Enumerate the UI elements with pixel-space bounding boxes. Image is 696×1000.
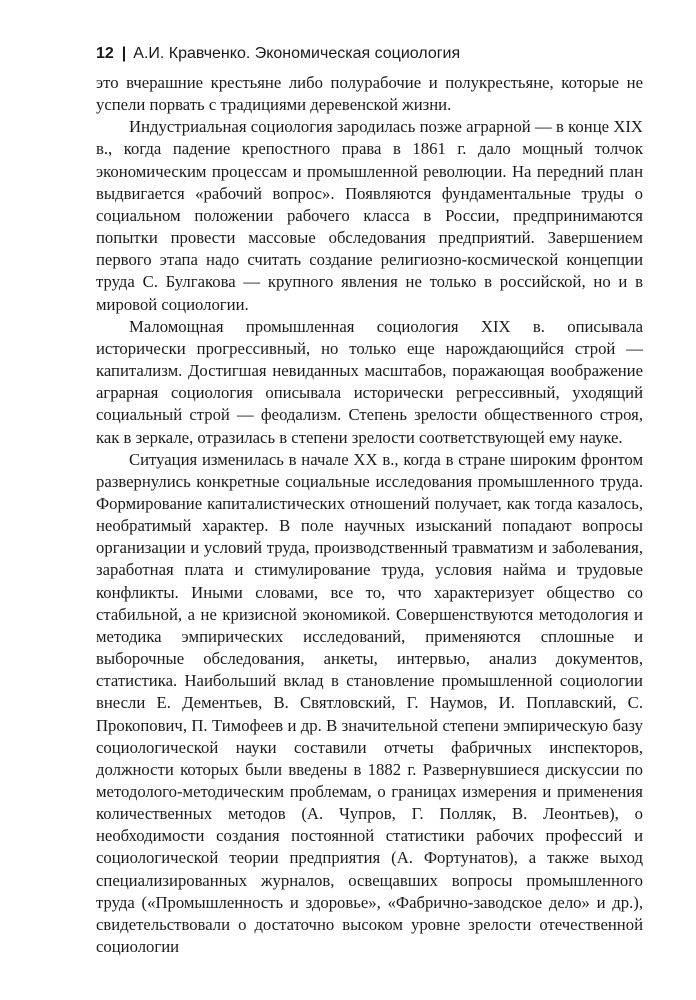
paragraph-industrial-sociology: Индустриальная социология зародилась позже аграрной — в конце XIX в., когда падение крепостного права в 1861 г. дало мощный толчок экономическим процессам и промышленной революции. На передний план выдвигается «рабочий вопрос». Появляются фундаментальные труды о социальном положении рабочего класса в России, предпринимаются попытки провести массовые обследования предприятий. Завершением первого этапа надо считать создание религиозно-космической концепции труда С. Булгакова — крупного явления не только в российской, но и в мировой социологии.	[96, 117, 643, 314]
header-separator: |	[121, 45, 127, 62]
page-number: 12	[96, 45, 114, 62]
paragraph-early-xx-century: Ситуация изменилась в начале XX в., когда в стране широким фронтом развернулись конкретные социальные исследования промышленного труда. Формирование капиталистических отношений получает, как тогда казалось, необратимый характер. В поле научных изысканий попадают вопросы организации и условий труда, производственный травматизм и заболевания, заработная плата и стимулирование труда, условия найма и трудовые конфликты. Иными словами, все то, что характеризует общество со стабильной, а не кризисной экономикой. Совершенствуются методология и методика эмпирических исследований, применяются сплошные и выборочные обследования, анкеты, интервью, анализ документов, статистика. Наибольший вклад в становление промышленной социологии внесли Е. Дементьев, В. Святловский, Г. Наумов, И. Поплавский, С. Прокопович, П. Тимофеев и др. В значительной степени эмпирическую базу социологической науки составили отчеты фабричных инспекторов, должности которых были введены в 1882 г. Развернувшиеся дискуссии по методолого-методическим проблемам, о границах измерения и применения количественных методов (А. Чупров, Г. Полляк, В. Леонтьев), о необходимости создания постоянной статистики рабочих профессий и социологической теории предприятия (А. Фортунатов), а также выход специализированных журналов, освещавших вопросы промышленного труда («Промышленность и здоровье», «Фабрично-заводское дело» и др.), свидетельствовали о достаточно высоком уровне зрелости отечественной социологии	[96, 449, 643, 957]
paragraph-continuation: это вчерашние крестьяне либо полурабочие и полукрестьяне, которые не успели порвать с традициями деревенской жизни.	[96, 73, 643, 115]
body-text	[96, 72, 643, 958]
paragraph-weak-industrial-sociology: Маломощная промышленная социология XIX в. описывала исторически прогрессивный, но только еще нарождающийся строй — капитализм. Достигшая невиданных масштабов, поражающая воображение аграрная социология описывала исторически регрессивный, уходящий социальный строй — феодализм. Степень зрелости общественного строя, как в зеркале, отразилась в степени зрелости соответствующей ему науке.	[96, 316, 643, 447]
running-header	[96, 44, 643, 72]
book-page	[96, 44, 643, 958]
running-title: А.И. Кравченко. Экономическая социология	[133, 45, 461, 62]
